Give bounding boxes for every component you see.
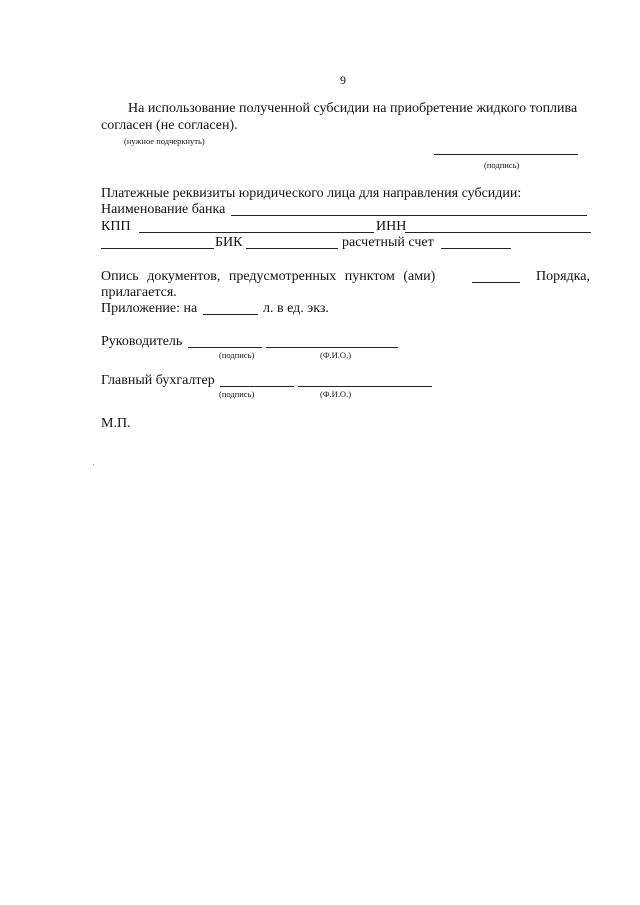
accountant-label: Главный бухгалтер xyxy=(101,373,215,388)
bank-name-field[interactable] xyxy=(231,215,587,216)
inn-field[interactable] xyxy=(405,232,591,233)
accountant-signature-caption: (подпись) xyxy=(219,389,255,399)
bik-prefix-line[interactable] xyxy=(101,248,214,249)
inventory-text: Опись документов, предусмотренных пунктом (ами) xyxy=(101,269,436,284)
kpp-label: КПП xyxy=(101,219,131,234)
inventory-line-2: прилагается. xyxy=(101,285,177,300)
account-field[interactable] xyxy=(441,248,511,249)
appendix-sheets-field[interactable] xyxy=(203,314,258,315)
accountant-signature-field[interactable] xyxy=(220,386,294,387)
appendix-prefix: Приложение: на xyxy=(101,301,198,316)
consent-line-1: На использование полученной субсидии на приобретение жидкого топлива xyxy=(128,101,578,116)
requisites-heading: Платежные реквизиты юридического лица для направления субсидии: xyxy=(101,186,522,201)
bank-name-label: Наименование банка xyxy=(101,202,226,217)
inn-label: ИНН xyxy=(376,219,407,234)
page-number: 9 xyxy=(340,73,346,87)
bik-label: БИК xyxy=(215,235,243,250)
accountant-name-caption: (Ф.И.О.) xyxy=(320,389,352,399)
account-label: расчетный счет xyxy=(342,235,434,250)
accountant-name-field[interactable] xyxy=(298,386,432,387)
kpp-field[interactable] xyxy=(139,232,374,233)
head-name-caption: (Ф.И.О.) xyxy=(320,350,352,360)
consent-signature-caption: (подпись) xyxy=(484,160,520,170)
head-label: Руководитель xyxy=(101,334,183,349)
inventory-tail: Порядка, xyxy=(536,269,590,284)
consent-signature-line[interactable] xyxy=(434,154,578,155)
head-signature-field[interactable] xyxy=(188,347,262,348)
scan-speck xyxy=(93,464,94,465)
head-signature-caption: (подпись) xyxy=(219,350,255,360)
consent-note: (нужное подчеркнуть) xyxy=(124,136,205,146)
appendix-suffix: л. в ед. экз. xyxy=(263,301,329,316)
inventory-clause-field[interactable] xyxy=(472,282,520,283)
bik-field[interactable] xyxy=(246,248,338,249)
stamp-place: М.П. xyxy=(101,416,131,431)
head-name-field[interactable] xyxy=(266,347,398,348)
consent-line-2: согласен (не согласен). xyxy=(101,118,238,133)
